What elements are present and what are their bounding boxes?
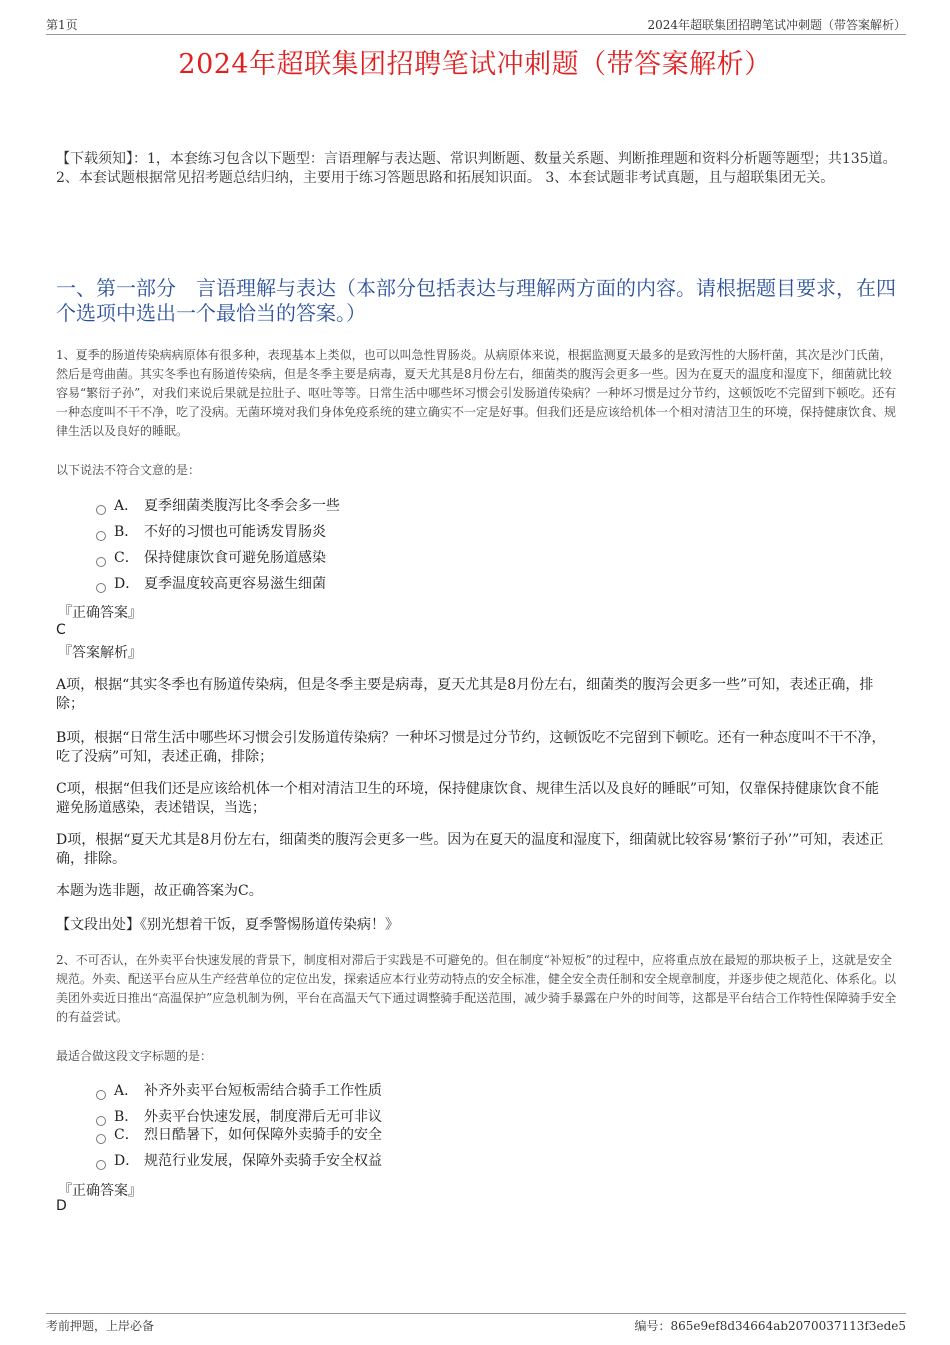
radio-icon[interactable] — [96, 505, 106, 515]
question-2-option-c[interactable]: C． 烈日酷暑下，如何保障外卖骑手的安全 — [96, 1125, 382, 1145]
question-1-explain-label: 『答案解析』 — [58, 645, 142, 661]
question-1-option-a[interactable]: A． 夏季细菌类腹泻比冬季会多一些 — [96, 496, 340, 516]
question-2-option-a[interactable]: A． 补齐外卖平台短板需结合骑手工作性质 — [96, 1081, 382, 1101]
question-2-option-b[interactable]: B． 外卖平台快速发展，制度滞后无可非议 — [96, 1107, 382, 1127]
header-doc-title: 2024年超联集团招聘笔试冲刺题（带答案解析） — [647, 18, 906, 32]
radio-icon[interactable] — [96, 557, 106, 567]
question-1-answer-label: 『正确答案』 — [58, 605, 142, 621]
question-1-explain-c: C项，根据“但我们还是应该给机体一个相对清洁卫生的环境，保持健康饮食、规律生活以及良好的睡眠”可知，仅靠保持健康饮食不能避免肠道感染，表述错误，当选； — [56, 781, 880, 816]
section-title: 一、第一部分 言语理解与表达（本部分包括表达与理解两方面的内容。请根据题目要求，在四个选项中选出一个最恰当的答案。） — [56, 276, 896, 325]
download-notice: 【下载须知】：1，本套练习包含以下题型：言语理解与表达题、常识判断题、数量关系题、判断推理题和资料分析题等题型；共135道。 2、本套试题根据常见招考题总结归纳，主要用于练习答题思路和拓展知识面。 3、本套试题非考试真题，且与超联集团无关。 — [56, 151, 897, 186]
question-2-option-d[interactable]: D． 规范行业发展，保障外卖骑手安全权益 — [96, 1151, 382, 1171]
page-number: 第1页 — [46, 18, 78, 32]
question-1-explain-a: A项，根据“其实冬季也有肠道传染病，但是冬季主要是病毒，夏天尤其是8月份左右，细菌类的腹泻会更多一些”可知，表述正确，排除； — [56, 677, 874, 712]
question-1-source: 【文段出处】《别光想着干饭，夏季警惕肠道传染病！》 — [56, 917, 399, 933]
question-1-option-b[interactable]: B． 不好的习惯也可能诱发胃肠炎 — [96, 522, 326, 542]
question-2-answer-label: 『正确答案』 — [58, 1183, 142, 1199]
question-1-option-d[interactable]: D． 夏季温度较高更容易滋生细菌 — [96, 574, 326, 594]
question-1-explain-b: B项，根据“日常生活中哪些坏习惯会引发肠道传染病？一种坏习惯是过分节约，这顿饭吃不完留到下顿吃。还有一种态度叫不干不净，吃了没病”可知，表述正确，排除； — [56, 730, 886, 765]
question-1-explain-d: D项，根据“夏天尤其是8月份左右，细菌类的腹泻会更多一些。因为在夏天的温度和湿度下，细菌就比较容易‘繁衍子孙’”可知，表述正确，排除。 — [56, 832, 884, 867]
question-1-explain-summary: 本题为选非题，故正确答案为C。 — [56, 883, 263, 899]
radio-icon[interactable] — [96, 1090, 106, 1100]
question-2-text: 2、不可否认，在外卖平台快速发展的背景下，制度相对滞后于实践是不可避免的。但在制度“补短板”的过程中，应将重点放在最短的那块板子上，这就是安全规范。外卖、配送平台应从生产经营单位的定位出发，探索适应本行业劳动特点的安全标准，健全安全责任制和安全规章制度，并逐步使之规范化、体系化。以美团外卖近日推出“高温保护”应急机制为例，平台在高温天气下通过调整骑手配送范围，减少骑手暴露在户外的时间等，这都是平台结合工作特性保障骑手安全的有益尝试。 — [56, 953, 897, 1024]
radio-icon[interactable] — [96, 1134, 106, 1144]
footer-code: 编号：865e9ef8d34664ab2070037113f3ede5 — [634, 1319, 906, 1333]
question-1-prompt: 以下说法不符合文意的是： — [56, 463, 201, 477]
page-footer — [46, 1313, 906, 1334]
footer-slogan: 考前押题，上岸必备 — [46, 1319, 155, 1333]
document-title: 2024年超联集团招聘笔试冲刺题（带答案解析） — [178, 49, 772, 80]
question-1-answer: C — [56, 622, 66, 638]
question-2-answer: D — [56, 1198, 67, 1214]
page-header — [46, 14, 906, 35]
question-1-option-c[interactable]: C． 保持健康饮食可避免肠道感染 — [96, 548, 326, 568]
radio-icon[interactable] — [96, 531, 106, 541]
radio-icon[interactable] — [96, 1160, 106, 1170]
question-2-prompt: 最适合做这段文字标题的是： — [56, 1049, 213, 1063]
question-1-text: 1、夏季的肠道传染病病原体有很多种，表现基本上类似，也可以叫急性胃肠炎。从病原体来说，根据监测夏天最多的是致泻性的大肠杆菌，其次是沙门氏菌，然后是弯曲菌。其实冬季也有肠道传染病，但是冬季主要是病毒，夏天尤其是8月份左右，细菌类的腹泻会更多一些。因为在夏天的温度和湿度下，细菌就比较容易“繁衍子孙”，对我们来说后果就是拉肚子、呕吐等等。日常生活中哪些坏习惯会引发肠道传染病？一种坏习惯是过分节约，这顿饭吃不完留到下顿吃。还有一种态度叫不干不净，吃了没病。无菌环境对我们身体免疫系统的建立确实不一定是好事。但我们还是应该给机体一个相对清洁卫生的环境，保持健康饮食、规律生活以及良好的睡眠。 — [56, 348, 897, 438]
radio-icon[interactable] — [96, 583, 106, 593]
